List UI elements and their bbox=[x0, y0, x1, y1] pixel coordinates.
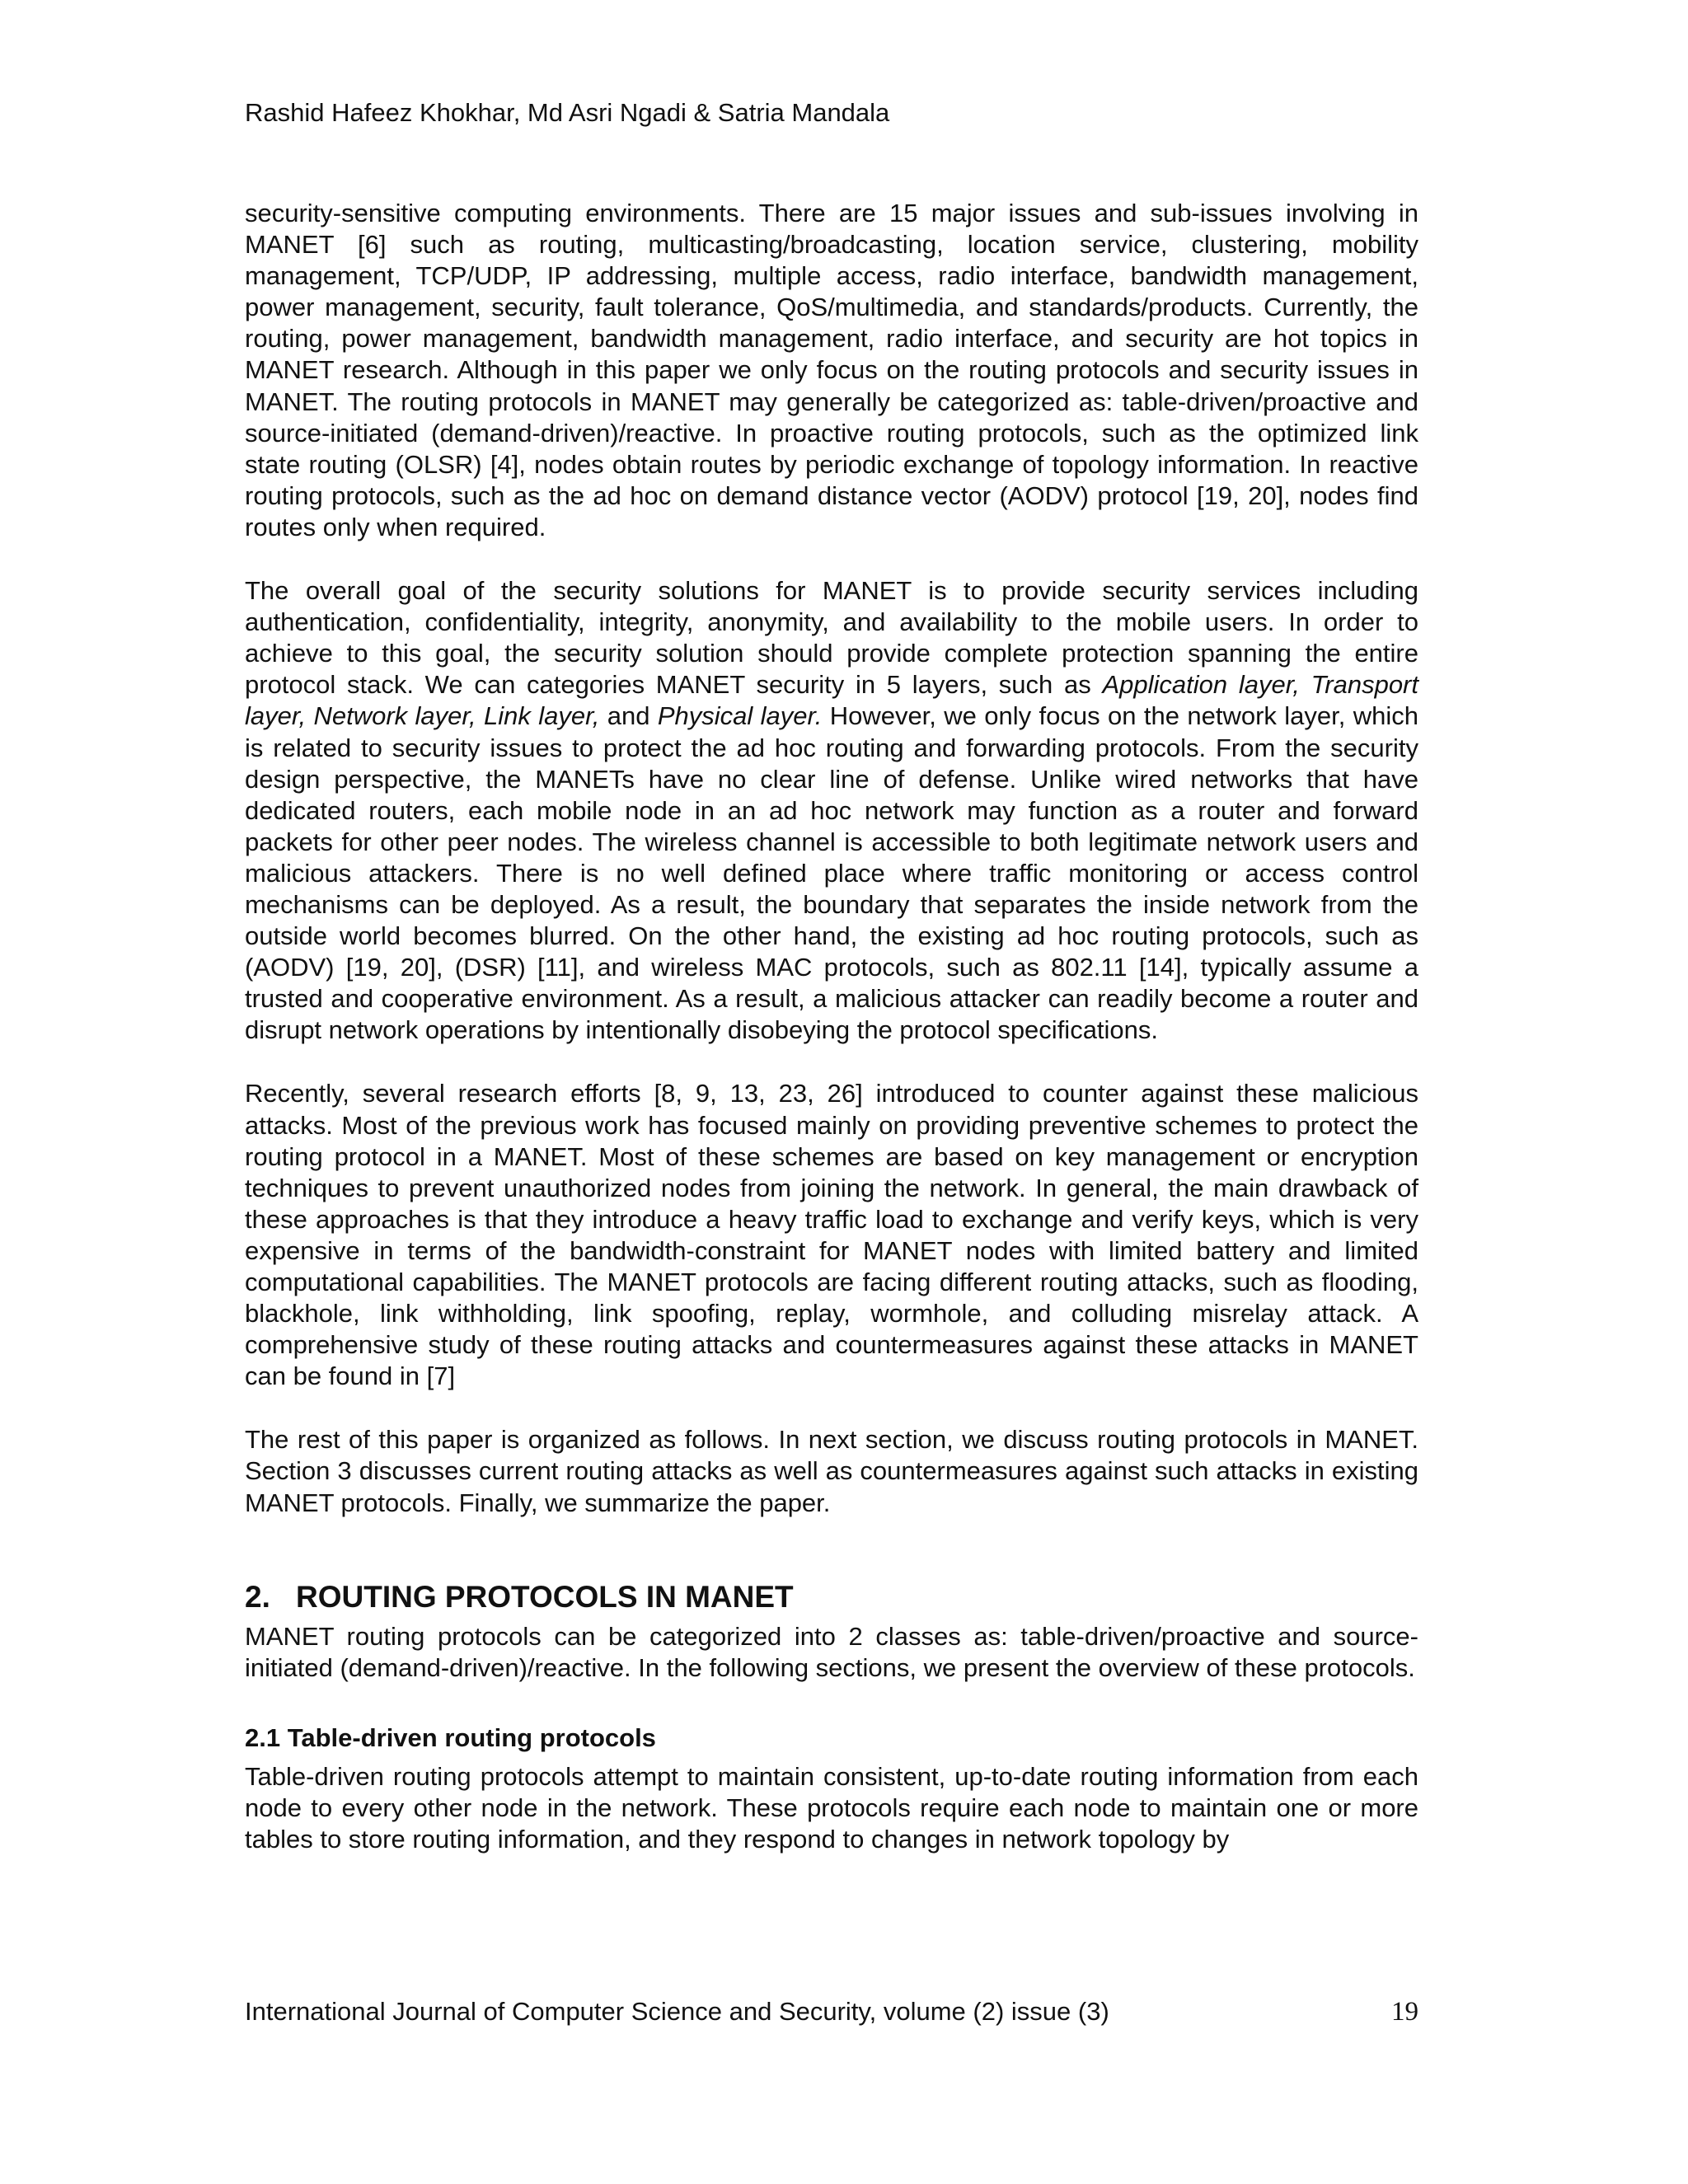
paragraph-routing-classes: MANET routing protocols can be categorized into 2 classes as: table-driven/proactive and source-initiated (demand-driven)/reactive. In the following sections, we present the overview of these protocols. bbox=[245, 1621, 1418, 1682]
page-number: 19 bbox=[1391, 1997, 1418, 2027]
paragraph-table-driven: Table-driven routing protocols attempt to maintain consistent, up-to-date routing information from each node to every other node in the network. These protocols require each node to maintain one or more tables to store routing information, and they respond to changes in network topology by bbox=[245, 1761, 1418, 1854]
section-heading-routing-protocols bbox=[245, 1578, 1418, 1616]
paragraph-security-goals bbox=[245, 575, 1418, 1046]
paragraph-text: and bbox=[599, 701, 658, 731]
paragraph-text: The overall goal of the security solutions for MANET is to provide security services including authentication, confidentiality, integrity, anonymity, and availability to the mobile users. In order to achieve to this goal, the security solution should provide complete protection spanning the entire protocol stack. We can categories MANET security in 5 layers, such as bbox=[245, 576, 1418, 700]
running-header-authors: Rashid Hafeez Khokhar, Md Asri Ngadi & Satria Mandala bbox=[245, 98, 890, 127]
paragraph-manet-issues: security-sensitive computing environments. There are 15 major issues and sub-issues involving in MANET [6] such as routing, multicasting/broadcasting, location service, clustering, mobility management, TCP/UDP, IP addressing, multiple access, radio interface, bandwidth management, power management, security, fault tolerance, QoS/multimedia, and standards/products. Currently, the routing, power management, bandwidth management, radio interface, and security are hot topics in MANET research. Although in this paper we only focus on the routing protocols and security issues in MANET. The routing protocols in MANET may generally be categorized as: table-driven/proactive and source-initiated (demand-driven)/reactive. In proactive routing protocols, such as the optimized link state routing (OLSR) [4], nodes obtain routes by periodic exchange of topology information. In reactive routing protocols, such as the ad hoc on demand distance vector (AODV) protocol [19, 20], nodes find routes only when required. bbox=[245, 199, 1418, 541]
italic-physical-layer: Physical layer. bbox=[657, 701, 823, 731]
italic-layer-list: Application layer, Transport layer, Network layer, Link layer, bbox=[245, 670, 1418, 731]
section-title: ROUTING PROTOCOLS IN MANET bbox=[296, 1579, 794, 1614]
article-body bbox=[245, 198, 1418, 1887]
paragraph-research-efforts: Recently, several research efforts [8, 9, 13, 23, 26] introduced to counter against these malicious attacks. Most of the previous work has focused mainly on providing preventive schemes to protect the routing protocol in a MANET. Most of these schemes are based on key management or encryption techniques to prevent unauthorized nodes from joining the network. In general, the main drawback of these approaches is that they introduce a heavy traffic load to exchange and verify keys, which is very expensive in terms of the bandwidth-constraint for MANET nodes with limited battery and limited computational capabilities. The MANET protocols are facing different routing attacks, such as flooding, blackhole, link withholding, link spoofing, replay, wormhole, and colluding misrelay attack. A comprehensive study of these routing attacks and countermeasures against these attacks in MANET can be found in [7] bbox=[245, 1079, 1418, 1391]
paragraph-text: However, we only focus on the network layer, which is related to security issues to protect the ad hoc routing and forwarding protocols. From the security design perspective, the MANETs have no clear line of defense. Unlike wired networks that have dedicated routers, each mobile node in an ad hoc network may function as a router and forward packets for other peer nodes. The wireless channel is accessible to both legitimate network users and malicious attackers. There is no well defined place where traffic monitoring or access control mechanisms can be deployed. As a result, the boundary that separates the inside network from the outside world becomes blurred. On the other hand, the existing ad hoc routing protocols, such as (AODV) [19, 20], (DSR) [11], and wireless MAC protocols, such as 802.11 [14], typically assume a trusted and cooperative environment. As a result, a malicious attacker can readily become a router and disrupt network operations by intentionally disobeying the protocol specifications. bbox=[245, 701, 1418, 1045]
section-number: 2. bbox=[245, 1579, 270, 1614]
subsection-heading-table-driven: 2.1 Table-driven routing protocols bbox=[245, 1722, 656, 1752]
footer-journal-citation: International Journal of Computer Science and Security, volume (2) issue (3) bbox=[245, 1997, 1109, 2026]
paragraph-paper-organization: The rest of this paper is organized as follows. In next section, we discuss routing protocols in MANET. Section 3 discusses current routing attacks as well as countermeasures against such attacks in existing MANET protocols. Finally, we summarize the paper. bbox=[245, 1425, 1418, 1517]
